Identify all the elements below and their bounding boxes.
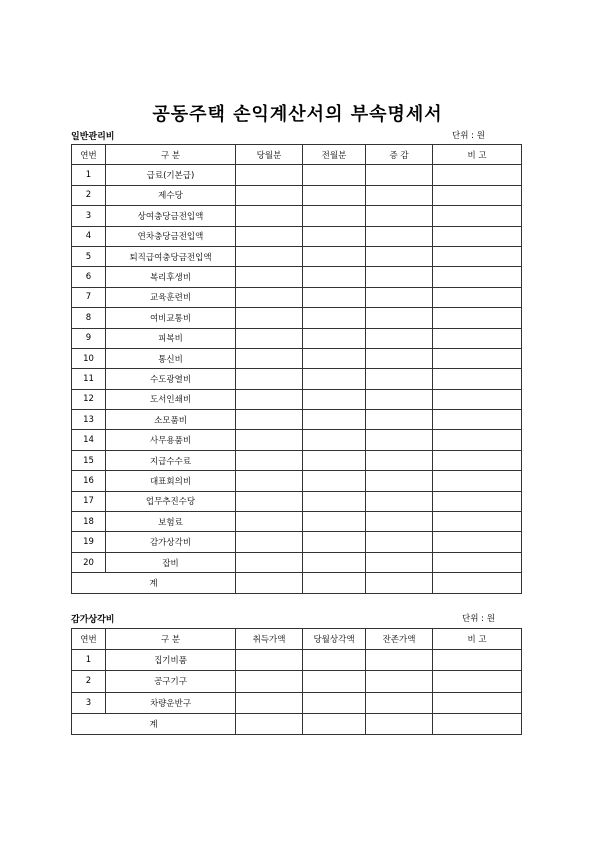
value-cell[interactable] bbox=[303, 165, 366, 185]
value-cell[interactable] bbox=[236, 430, 303, 450]
value-cell[interactable] bbox=[303, 450, 366, 470]
row-number: 1 bbox=[72, 165, 106, 185]
row-number: 2 bbox=[72, 185, 106, 205]
value-cell[interactable] bbox=[236, 287, 303, 307]
row-number: 18 bbox=[72, 512, 106, 532]
table-row bbox=[72, 267, 522, 287]
header-row bbox=[72, 145, 522, 165]
value-cell[interactable] bbox=[236, 650, 303, 671]
value-cell[interactable] bbox=[303, 552, 366, 572]
value-cell[interactable] bbox=[236, 165, 303, 185]
value-cell[interactable] bbox=[366, 552, 433, 572]
row-number: 15 bbox=[72, 450, 106, 470]
value-cell[interactable] bbox=[303, 308, 366, 328]
total-row bbox=[72, 573, 522, 593]
value-cell[interactable] bbox=[366, 246, 433, 266]
row-label: 공구기구 bbox=[106, 671, 236, 692]
row-label: 여비교통비 bbox=[106, 308, 236, 328]
value-cell[interactable] bbox=[236, 226, 303, 246]
value-cell[interactable] bbox=[236, 267, 303, 287]
value-cell[interactable] bbox=[433, 671, 522, 692]
table-row bbox=[72, 471, 522, 491]
total-value-cell[interactable] bbox=[236, 573, 303, 593]
table-row bbox=[72, 512, 522, 532]
value-cell[interactable] bbox=[303, 692, 366, 713]
row-label: 대표회의비 bbox=[106, 471, 236, 491]
row-number: 7 bbox=[72, 287, 106, 307]
value-cell[interactable] bbox=[433, 206, 522, 226]
value-cell[interactable] bbox=[303, 650, 366, 671]
value-cell[interactable] bbox=[433, 650, 522, 671]
value-cell[interactable] bbox=[433, 410, 522, 430]
row-number: 10 bbox=[72, 348, 106, 368]
row-label: 차량운반구 bbox=[106, 692, 236, 713]
header-row bbox=[72, 629, 522, 650]
value-cell[interactable] bbox=[366, 287, 433, 307]
row-label: 사무용품비 bbox=[106, 430, 236, 450]
total-label: 계 bbox=[72, 713, 236, 734]
total-value-cell[interactable] bbox=[303, 573, 366, 593]
section-title-general-admin: 일반관리비 bbox=[71, 132, 115, 142]
value-cell[interactable] bbox=[303, 532, 366, 552]
total-value-cell[interactable] bbox=[236, 713, 303, 734]
column-header: 연번 bbox=[72, 629, 106, 650]
table-row bbox=[72, 206, 522, 226]
total-value-cell[interactable] bbox=[366, 713, 433, 734]
value-cell[interactable] bbox=[236, 450, 303, 470]
column-header: 비 고 bbox=[433, 145, 522, 165]
table-row bbox=[72, 348, 522, 368]
value-cell[interactable] bbox=[366, 532, 433, 552]
value-cell[interactable] bbox=[303, 430, 366, 450]
row-number: 6 bbox=[72, 267, 106, 287]
total-value-cell[interactable] bbox=[303, 713, 366, 734]
value-cell[interactable] bbox=[366, 450, 433, 470]
row-number: 11 bbox=[72, 369, 106, 389]
value-cell[interactable] bbox=[366, 430, 433, 450]
value-cell[interactable] bbox=[303, 348, 366, 368]
row-label: 연차충당금전입액 bbox=[106, 226, 236, 246]
value-cell[interactable] bbox=[433, 287, 522, 307]
value-cell[interactable] bbox=[236, 552, 303, 572]
row-label: 소모품비 bbox=[106, 410, 236, 430]
table-row bbox=[72, 450, 522, 470]
table-row bbox=[72, 328, 522, 348]
value-cell[interactable] bbox=[303, 491, 366, 511]
value-cell[interactable] bbox=[303, 246, 366, 266]
value-cell[interactable] bbox=[433, 471, 522, 491]
depreciation-table bbox=[71, 628, 522, 735]
value-cell[interactable] bbox=[366, 206, 433, 226]
value-cell[interactable] bbox=[303, 369, 366, 389]
row-label: 피복비 bbox=[106, 328, 236, 348]
value-cell[interactable] bbox=[366, 650, 433, 671]
value-cell[interactable] bbox=[303, 671, 366, 692]
value-cell[interactable] bbox=[236, 185, 303, 205]
row-label: 지급수수료 bbox=[106, 450, 236, 470]
table-row bbox=[72, 287, 522, 307]
table-row bbox=[72, 491, 522, 511]
value-cell[interactable] bbox=[236, 671, 303, 692]
value-cell[interactable] bbox=[366, 328, 433, 348]
value-cell[interactable] bbox=[366, 369, 433, 389]
value-cell[interactable] bbox=[433, 226, 522, 246]
value-cell[interactable] bbox=[236, 348, 303, 368]
column-header: 연번 bbox=[72, 145, 106, 165]
row-number: 3 bbox=[72, 692, 106, 713]
value-cell[interactable] bbox=[303, 410, 366, 430]
value-cell[interactable] bbox=[433, 267, 522, 287]
row-number: 5 bbox=[72, 246, 106, 266]
value-cell[interactable] bbox=[433, 348, 522, 368]
total-row bbox=[72, 713, 522, 734]
value-cell[interactable] bbox=[433, 552, 522, 572]
row-label: 상여충당금전입액 bbox=[106, 206, 236, 226]
value-cell[interactable] bbox=[303, 185, 366, 205]
unit-label: 단위 : 원 bbox=[462, 614, 495, 624]
value-cell[interactable] bbox=[433, 308, 522, 328]
value-cell[interactable] bbox=[366, 471, 433, 491]
table-row bbox=[72, 389, 522, 409]
total-value-cell[interactable] bbox=[433, 713, 522, 734]
row-number: 2 bbox=[72, 671, 106, 692]
value-cell[interactable] bbox=[303, 512, 366, 532]
value-cell[interactable] bbox=[433, 692, 522, 713]
row-label: 급료(기본급) bbox=[106, 165, 236, 185]
value-cell[interactable] bbox=[303, 471, 366, 491]
column-header: 당월상각액 bbox=[303, 629, 366, 650]
table-row bbox=[72, 226, 522, 246]
row-label: 복리후생비 bbox=[106, 267, 236, 287]
row-number: 17 bbox=[72, 491, 106, 511]
value-cell[interactable] bbox=[303, 226, 366, 246]
total-value-cell[interactable] bbox=[433, 573, 522, 593]
value-cell[interactable] bbox=[236, 471, 303, 491]
value-cell[interactable] bbox=[433, 165, 522, 185]
row-label: 수도광열비 bbox=[106, 369, 236, 389]
value-cell[interactable] bbox=[433, 389, 522, 409]
value-cell[interactable] bbox=[366, 185, 433, 205]
value-cell[interactable] bbox=[433, 328, 522, 348]
table-row bbox=[72, 165, 522, 185]
value-cell[interactable] bbox=[366, 410, 433, 430]
value-cell[interactable] bbox=[236, 532, 303, 552]
row-number: 16 bbox=[72, 471, 106, 491]
table-row bbox=[72, 552, 522, 572]
value-cell[interactable] bbox=[303, 328, 366, 348]
table-row bbox=[72, 430, 522, 450]
value-cell[interactable] bbox=[236, 410, 303, 430]
value-cell[interactable] bbox=[303, 389, 366, 409]
table-row bbox=[72, 532, 522, 552]
row-label: 제수당 bbox=[106, 185, 236, 205]
section-title-depreciation: 감가상각비 bbox=[71, 615, 115, 625]
value-cell[interactable] bbox=[366, 165, 433, 185]
value-cell[interactable] bbox=[236, 389, 303, 409]
value-cell[interactable] bbox=[366, 226, 433, 246]
column-header: 잔존가액 bbox=[366, 629, 433, 650]
table-row bbox=[72, 692, 522, 713]
row-label: 퇴직급여충당금전입액 bbox=[106, 246, 236, 266]
value-cell[interactable] bbox=[236, 692, 303, 713]
value-cell[interactable] bbox=[236, 512, 303, 532]
row-label: 감가상각비 bbox=[106, 532, 236, 552]
row-label: 통신비 bbox=[106, 348, 236, 368]
value-cell[interactable] bbox=[366, 491, 433, 511]
table-row bbox=[72, 671, 522, 692]
row-label: 업무추진수당 bbox=[106, 491, 236, 511]
row-label: 보험료 bbox=[106, 512, 236, 532]
value-cell[interactable] bbox=[366, 389, 433, 409]
table-row bbox=[72, 185, 522, 205]
row-number: 8 bbox=[72, 308, 106, 328]
column-header: 당월분 bbox=[236, 145, 303, 165]
value-cell[interactable] bbox=[433, 430, 522, 450]
general-admin-expense-table bbox=[71, 144, 522, 594]
total-label: 계 bbox=[72, 573, 236, 593]
row-number: 4 bbox=[72, 226, 106, 246]
column-header: 구 분 bbox=[106, 145, 236, 165]
value-cell[interactable] bbox=[366, 348, 433, 368]
value-cell[interactable] bbox=[236, 308, 303, 328]
value-cell[interactable] bbox=[236, 369, 303, 389]
unit-label: 단위 : 원 bbox=[452, 131, 485, 141]
value-cell[interactable] bbox=[236, 328, 303, 348]
table-row bbox=[72, 369, 522, 389]
value-cell[interactable] bbox=[433, 450, 522, 470]
value-cell[interactable] bbox=[303, 287, 366, 307]
value-cell[interactable] bbox=[366, 671, 433, 692]
value-cell[interactable] bbox=[303, 206, 366, 226]
value-cell[interactable] bbox=[433, 532, 522, 552]
value-cell[interactable] bbox=[236, 246, 303, 266]
table-row bbox=[72, 410, 522, 430]
table-row bbox=[72, 308, 522, 328]
value-cell[interactable] bbox=[236, 491, 303, 511]
column-header: 전월분 bbox=[303, 145, 366, 165]
value-cell[interactable] bbox=[433, 369, 522, 389]
table-row bbox=[72, 650, 522, 671]
column-header: 취득가액 bbox=[236, 629, 303, 650]
value-cell[interactable] bbox=[236, 206, 303, 226]
value-cell[interactable] bbox=[366, 308, 433, 328]
row-number: 12 bbox=[72, 389, 106, 409]
document-title: 공동주택 손익계산서의 부속명세서 bbox=[152, 104, 443, 125]
table-row bbox=[72, 246, 522, 266]
row-number: 20 bbox=[72, 552, 106, 572]
value-cell[interactable] bbox=[366, 692, 433, 713]
row-label: 집기비품 bbox=[106, 650, 236, 671]
value-cell[interactable] bbox=[433, 185, 522, 205]
value-cell[interactable] bbox=[433, 491, 522, 511]
row-number: 14 bbox=[72, 430, 106, 450]
row-label: 도서인쇄비 bbox=[106, 389, 236, 409]
column-header: 구 분 bbox=[106, 629, 236, 650]
row-number: 13 bbox=[72, 410, 106, 430]
column-header: 증 감 bbox=[366, 145, 433, 165]
row-number: 9 bbox=[72, 328, 106, 348]
row-label: 잡비 bbox=[106, 552, 236, 572]
value-cell[interactable] bbox=[303, 267, 366, 287]
value-cell[interactable] bbox=[366, 267, 433, 287]
row-number: 3 bbox=[72, 206, 106, 226]
row-label: 교육훈련비 bbox=[106, 287, 236, 307]
total-value-cell[interactable] bbox=[366, 573, 433, 593]
value-cell[interactable] bbox=[366, 512, 433, 532]
value-cell[interactable] bbox=[433, 246, 522, 266]
value-cell[interactable] bbox=[433, 512, 522, 532]
column-header: 비 고 bbox=[433, 629, 522, 650]
row-number: 19 bbox=[72, 532, 106, 552]
row-number: 1 bbox=[72, 650, 106, 671]
